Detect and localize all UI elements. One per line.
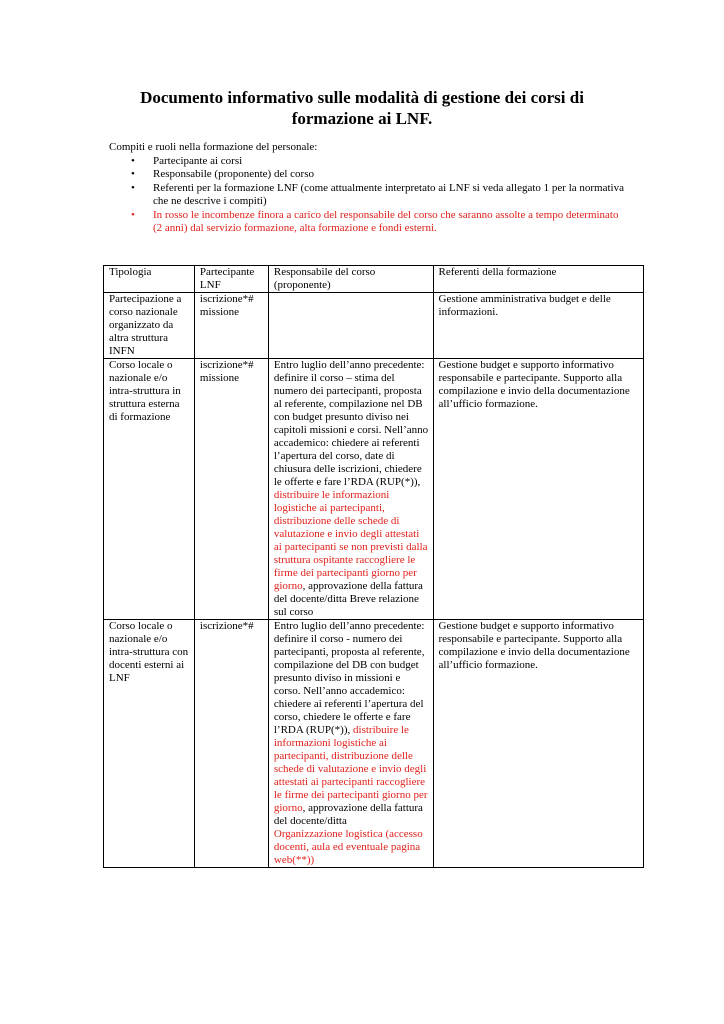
bullet-icon: •	[131, 208, 135, 221]
list-item-text: Partecipante ai corsi	[153, 154, 243, 167]
table-row	[104, 620, 644, 868]
bullet-icon: •	[131, 154, 135, 167]
list-item-text: Referenti per la formazione LNF (come attualmente interpretato ai LNF si veda allegato 1 per la normativa che ne descrive i compiti)	[153, 181, 624, 207]
list-item-text: In rosso le incombenze finora a carico del responsabile del corso che saranno assolte a tempo determinato (2 anni) dal servizio formazione, alta formazione e fondi esterni.	[153, 208, 619, 234]
title-line-1: Documento informativo sulle modalità di gestione dei corsi di	[140, 88, 584, 107]
list-item	[109, 182, 629, 209]
responsibilities-table	[103, 265, 644, 868]
intro-section	[109, 141, 629, 236]
cell-tipologia: Corso locale o nazionale e/o intra-struttura in struttura esterna di formazione	[104, 359, 195, 620]
list-item-text: Responsabile (proponente) del corso	[153, 168, 314, 180]
list-item	[109, 155, 629, 169]
cell-responsabile	[268, 620, 433, 868]
cell-partecipante: iscrizione*#	[194, 620, 268, 868]
bullet-icon: •	[131, 168, 135, 180]
roles-list	[109, 155, 629, 236]
title-line-2: formazione ai LNF.	[291, 109, 433, 128]
resp-text: Entro luglio dell’anno precedente: definire il corso - numero dei partecipanti, proposta al referente, compilazione del DB con budget presunto diviso in missioni e corso. Nell’anno accademico: chiedere ai referenti l’apertura del corso, chiedere le offerte e fare l’RDA (RUP(*)),	[273, 620, 425, 736]
resp-text-tail: , approvazione della fattura del docente/ditta Breve relazione sul corso	[273, 580, 423, 618]
header-referenti: Referenti della formazione	[433, 266, 643, 293]
cell-referenti: Gestione budget e supporto informativo responsabile e partecipante. Supporto alla compilazione e invio della documentazione all’ufficio formazione.	[433, 620, 643, 868]
resp-text-red: distribuire le informazioni logistiche ai partecipanti, distribuzione delle schede di valutazione e invio degli attestati ai partecipanti se non previsti dalla struttura ospitante raccogliere le firme dei partecipanti giorno per giorno	[273, 489, 428, 592]
document-title	[100, 87, 624, 129]
cell-tipologia: Corso locale o nazionale e/o intra-struttura con docenti esterni ai LNF	[104, 620, 195, 868]
table-header-row	[104, 266, 644, 293]
cell-partecipante: iscrizione*# missione	[194, 359, 268, 620]
cell-partecipante: iscrizione*# missione	[194, 293, 268, 359]
cell-responsabile	[268, 359, 433, 620]
resp-text: Entro luglio dell’anno precedente: definire il corso – stima del numero dei partecipanti, proposta al referente, compilazione nel DB con budget presunto diviso nei capitoli missioni e corsi. Nell’anno accademico: chiedere ai referenti l’apertura del corso, date di chiusura delle iscrizioni, chiedere le offerte e fare l’RDA (RUP(*)),	[273, 359, 429, 488]
resp-text-tail: , approvazione della fattura del docente/ditta	[273, 802, 423, 827]
list-item	[109, 168, 629, 182]
table-row	[104, 293, 644, 359]
list-item-red	[109, 209, 629, 236]
header-responsabile: Responsabile del corso (proponente)	[268, 266, 433, 293]
intro-heading: Compiti e ruoli nella formazione del personale:	[109, 141, 318, 153]
cell-referenti: Gestione budget e supporto informativo responsabile e partecipante. Supporto alla compilazione e invio della documentazione all’ufficio formazione.	[433, 359, 643, 620]
resp-text-red: distribuire le informazioni logistiche ai partecipanti, distribuzione delle schede di valutazione e invio degli attestati ai partecipanti raccogliere le firme dei partecipanti giorno per giorno	[273, 724, 428, 814]
header-partecipante: Partecipante LNF	[194, 266, 268, 293]
table-row	[104, 359, 644, 620]
cell-tipologia: Partecipazione a corso nazionale organizzato da altra struttura INFN	[104, 293, 195, 359]
cell-responsabile	[268, 293, 433, 359]
bullet-icon: •	[131, 181, 135, 194]
header-tipologia: Tipologia	[104, 266, 195, 293]
resp-text-red-logistics: Organizzazione logistica (accesso docenti, aula ed eventuale pagina web(**))	[273, 828, 423, 866]
cell-referenti: Gestione amministrativa budget e delle informazioni.	[433, 293, 643, 359]
